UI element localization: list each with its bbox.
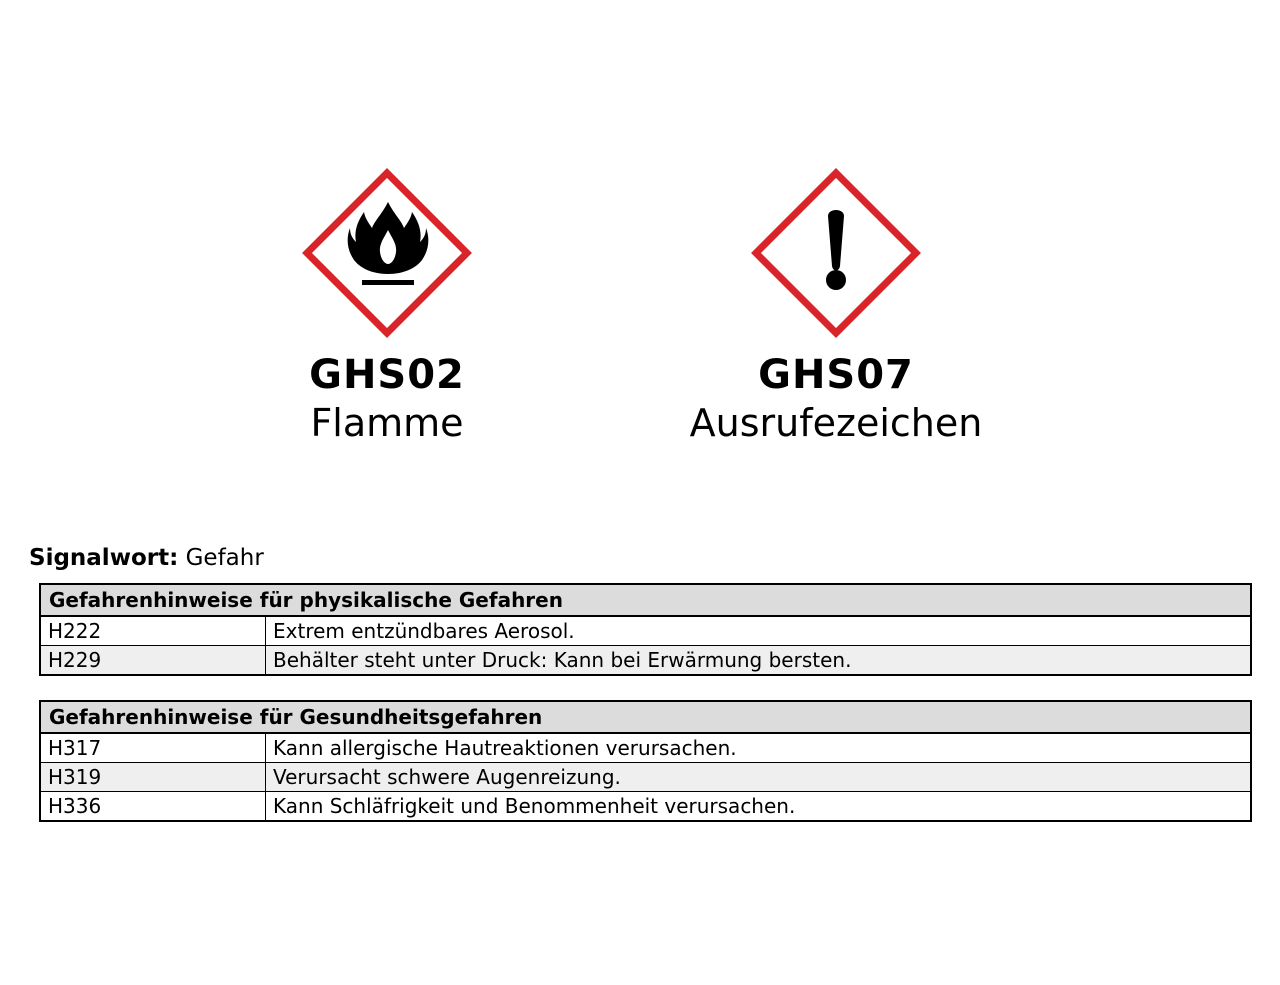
signal-word [29,543,264,573]
table-header: Gefahrenhinweise für Gesundheitsgefahren [40,701,1251,733]
hazard-text: Kann allergische Hautreaktionen verursachen. [266,733,1252,763]
physical-hazards-table [39,583,1252,676]
hazard-code: H317 [40,733,266,763]
hazard-code: H229 [40,646,266,676]
hazard-text: Behälter steht unter Druck: Kann bei Erwärmung bersten. [266,646,1252,676]
hazard-code: H336 [40,792,266,822]
signal-word-label: Signalwort: [29,545,179,571]
pictogram-name: Flamme [310,401,464,445]
pictogram-code: GHS02 [309,352,465,398]
signal-word-value: Gefahr [185,545,264,571]
hazard-code: H222 [40,616,266,646]
table-row [40,763,1251,792]
exclamation-icon [751,168,921,338]
table-row [40,646,1251,676]
flame-icon [302,168,472,338]
hazard-text: Extrem entzündbares Aerosol. [266,616,1252,646]
pictogram-code: GHS07 [758,352,914,398]
pictogram-name: Ausrufezeichen [689,401,983,445]
pictogram-ghs02 [237,168,537,446]
health-hazards-table [39,700,1252,822]
hazard-code: H319 [40,763,266,792]
hazard-text: Kann Schläfrigkeit und Benommenheit verursachen. [266,792,1252,822]
table-row [40,733,1251,763]
table-row [40,616,1251,646]
pictogram-ghs07 [686,168,986,446]
hazard-text: Verursacht schwere Augenreizung. [266,763,1252,792]
table-header: Gefahrenhinweise für physikalische Gefahren [40,584,1251,616]
table-row [40,792,1251,822]
